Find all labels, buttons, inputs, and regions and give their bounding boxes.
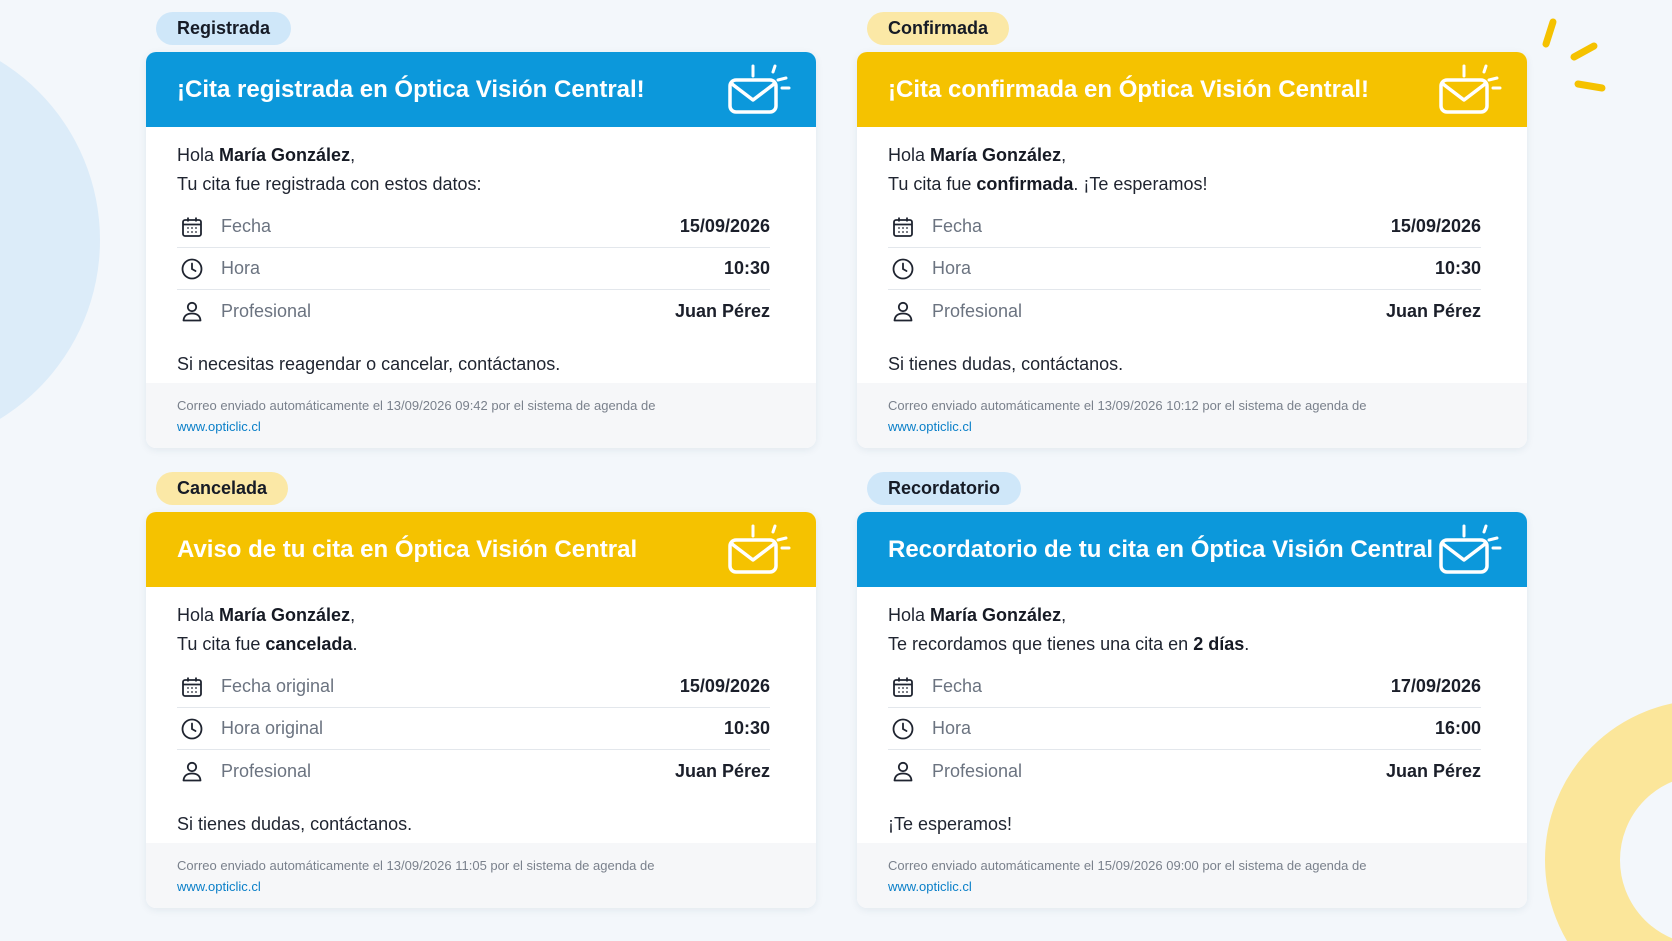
intro-line: Tu cita fue registrada con estos datos:: [177, 174, 482, 194]
detail-row-professional: [177, 750, 770, 792]
email-preview: [857, 52, 1527, 448]
clock-icon: [180, 717, 204, 741]
email-title: ¡Cita registrada en Óptica Visión Central!: [177, 75, 645, 103]
intro-line: Tu cita fue cancelada.: [177, 634, 358, 654]
status-tag: Cancelada: [156, 472, 288, 505]
closing-line: ¡Te esperamos!: [888, 814, 1013, 834]
detail-row-time: [177, 708, 770, 750]
detail-row-professional: [177, 290, 770, 332]
email-footer: [146, 843, 816, 908]
email-header: [146, 512, 816, 587]
calendar-icon: [891, 215, 915, 239]
decorative-ring: [1545, 700, 1672, 941]
website-link[interactable]: www.opticlic.cl: [888, 879, 972, 894]
mail-icon: [1437, 62, 1507, 114]
detail-row-date: [177, 206, 770, 248]
email-header: [857, 52, 1527, 127]
person-icon: [180, 759, 204, 783]
detail-row-date: [888, 206, 1481, 248]
website-link[interactable]: www.opticlic.cl: [177, 419, 261, 434]
detail-value: 10:30: [1434, 258, 1481, 278]
recipient-name: María González: [930, 145, 1062, 165]
person-icon: [891, 299, 915, 323]
detail-label: Hora: [221, 258, 261, 278]
detail-value: Juan Pérez: [674, 760, 770, 781]
greeting: Hola María González,: [177, 145, 356, 165]
detail-label: Profesional: [221, 300, 312, 321]
recipient-name: María González: [219, 145, 351, 165]
detail-label: Profesional: [932, 300, 1023, 321]
detail-value: 10:30: [723, 258, 770, 278]
decorative-circle: [0, 30, 100, 450]
website-link[interactable]: www.opticlic.cl: [177, 879, 261, 894]
mail-icon: [726, 522, 796, 574]
status-tag: Registrada: [156, 12, 291, 45]
detail-value: 10:30: [723, 718, 770, 738]
mail-icon: [1437, 522, 1507, 574]
appointment-details: [177, 666, 770, 792]
footer-text: Correo enviado automáticamente el 13/09/2026 09:42 por el sistema de agenda de: [177, 398, 656, 413]
closing-line: Si tienes dudas, contáctanos.: [888, 354, 1124, 374]
detail-label: Profesional: [932, 760, 1023, 781]
sparkle-rays-icon: [1540, 14, 1620, 104]
detail-row-professional: [888, 750, 1481, 792]
email-footer: [146, 383, 816, 448]
appointment-details: [177, 206, 770, 332]
detail-label: Fecha: [221, 216, 272, 236]
clock-icon: [180, 257, 204, 281]
person-icon: [180, 299, 204, 323]
detail-row-time: [177, 248, 770, 290]
email-body: [146, 127, 816, 383]
detail-row-date: [888, 666, 1481, 708]
detail-value: Juan Pérez: [674, 300, 770, 321]
detail-row-time: [888, 708, 1481, 750]
detail-label: Hora: [932, 718, 972, 738]
closing-line: Si tienes dudas, contáctanos.: [177, 814, 413, 834]
detail-value: 16:00: [1434, 718, 1481, 738]
mail-icon: [726, 62, 796, 114]
email-footer: [857, 843, 1527, 908]
detail-value: 15/09/2026: [679, 676, 770, 696]
email-header: [857, 512, 1527, 587]
greeting: Hola María González,: [888, 605, 1067, 625]
email-body: [857, 587, 1527, 843]
detail-value: Juan Pérez: [1385, 300, 1481, 321]
footer-text: Correo enviado automáticamente el 13/09/2026 11:05 por el sistema de agenda de: [177, 858, 655, 873]
detail-row-time: [888, 248, 1481, 290]
appointment-details: [888, 666, 1481, 792]
email-title: Recordatorio de tu cita en Óptica Visión Central: [888, 535, 1434, 563]
email-preview: [857, 512, 1527, 908]
detail-value: Juan Pérez: [1385, 760, 1481, 781]
email-header: [146, 52, 816, 127]
intro-line: Te recordamos que tienes una cita en 2 días.: [888, 634, 1250, 654]
website-link[interactable]: www.opticlic.cl: [888, 419, 972, 434]
footer-text: Correo enviado automáticamente el 13/09/2026 10:12 por el sistema de agenda de: [888, 398, 1367, 413]
person-icon: [891, 759, 915, 783]
detail-label: Hora: [932, 258, 972, 278]
recipient-name: María González: [930, 605, 1062, 625]
status-tag: Confirmada: [867, 12, 1009, 45]
intro-line: Tu cita fue confirmada. ¡Te esperamos!: [888, 174, 1208, 194]
detail-label: Fecha original: [221, 676, 335, 696]
closing-line: Si necesitas reagendar o cancelar, contáctanos.: [177, 354, 561, 374]
greeting: Hola María González,: [888, 145, 1067, 165]
email-body: [146, 587, 816, 843]
clock-icon: [891, 257, 915, 281]
detail-row-professional: [888, 290, 1481, 332]
calendar-icon: [180, 675, 204, 699]
email-title: ¡Cita confirmada en Óptica Visión Central!: [888, 75, 1369, 103]
email-preview: [146, 512, 816, 908]
detail-value: 15/09/2026: [679, 216, 770, 236]
email-title: Aviso de tu cita en Óptica Visión Central: [177, 535, 638, 563]
appointment-details: [888, 206, 1481, 332]
clock-icon: [891, 717, 915, 741]
detail-value: 15/09/2026: [1390, 216, 1481, 236]
detail-label: Fecha: [932, 676, 983, 696]
detail-label: Hora original: [221, 718, 324, 738]
detail-label: Fecha: [932, 216, 983, 236]
footer-text: Correo enviado automáticamente el 15/09/2026 09:00 por el sistema de agenda de: [888, 858, 1367, 873]
detail-label: Profesional: [221, 760, 312, 781]
calendar-icon: [180, 215, 204, 239]
calendar-icon: [891, 675, 915, 699]
detail-value: 17/09/2026: [1390, 676, 1481, 696]
recipient-name: María González: [219, 605, 351, 625]
email-body: [857, 127, 1527, 383]
email-preview: [146, 52, 816, 448]
detail-row-date: [177, 666, 770, 708]
email-footer: [857, 383, 1527, 448]
greeting: Hola María González,: [177, 605, 356, 625]
status-tag: Recordatorio: [867, 472, 1021, 505]
